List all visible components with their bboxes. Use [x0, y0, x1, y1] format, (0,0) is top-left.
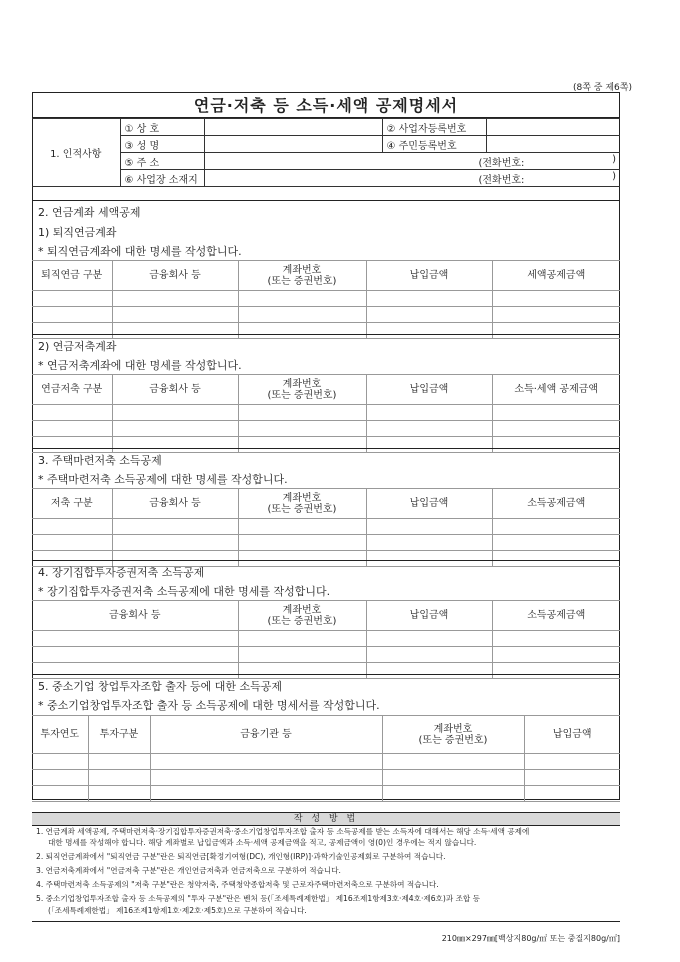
workplace-label: ⑥ 사업장 소재지 — [120, 170, 204, 187]
hdr-income-deduction: 소득공제금액 — [492, 601, 620, 631]
guide-item-1a: 1. 연금계좌 세액공제, 주택마련저축·장기집합투자증권저축·중소기업창업투자조합 출자 등 소득공제를 받는 소득자에 대해서는 해당 소득·세액 공제에 — [36, 827, 530, 836]
hdr-payment: 납입금액 — [366, 261, 492, 291]
hdr-payment: 납입금액 — [366, 601, 492, 631]
guide-item-5a: 5. 중소기업창업투자조합 출자 등 소득공제의 "투자 구분"란은 벤처 등(「조세특례제한법」 제16조제1항제3호·제4호·제6호)과 조합 등 — [36, 894, 481, 903]
divider-section4 — [32, 560, 620, 561]
retirement-pension-table — [32, 260, 620, 339]
company-label: ① 상 호 — [120, 119, 204, 136]
hdr-tax-credit: 세액공제금액 — [492, 261, 620, 291]
guide-item-3: 3. 연금저축계좌에서 "연금저축 구분"란은 개인연금저축과 연금저축으로 구분하여 적습니다. — [36, 866, 341, 875]
section2-sub1-note: * 퇴직연금계좌에 대한 명세를 작성합니다. — [38, 245, 242, 258]
hdr-payment: 납입금액 — [366, 489, 492, 519]
paper-spec-footer: 210㎜×297㎜[백상지80g/㎡ 또는 중질지80g/㎡] — [441, 934, 620, 943]
resident-no-field[interactable] — [486, 136, 620, 153]
table-row — [32, 754, 620, 770]
workplace-field[interactable] — [204, 170, 620, 187]
name-label: ③ 성 명 — [120, 136, 204, 153]
hdr-account-no: 계좌번호 (또는 증권번호) — [238, 375, 366, 405]
name-field[interactable] — [204, 136, 382, 153]
divider-section2 — [32, 200, 620, 201]
hdr-account-no: 계좌번호 (또는 증권번호) — [238, 261, 366, 291]
hdr-financial-company: 금융회사 등 — [112, 375, 238, 405]
biz-reg-no-field[interactable] — [486, 119, 620, 136]
table-row — [32, 663, 620, 679]
address-phone-open: (전화번호: — [478, 157, 525, 169]
hdr-financial-company: 금융회사 등 — [32, 601, 238, 631]
hdr-investment-year: 투자연도 — [32, 716, 88, 754]
section2-title: 2. 연금계좌 세액공제 — [38, 206, 141, 219]
biz-reg-no-label: ② 사업자등록번호 — [382, 119, 486, 136]
section4-title: 4. 장기집합투자증권저축 소득공제 — [38, 566, 205, 579]
long-term-fund-table — [32, 600, 620, 679]
section2-sub1-title: 1) 퇴직연금계좌 — [38, 226, 117, 239]
divider-section3 — [32, 448, 620, 449]
resident-no-label: ④ 주민등록번호 — [382, 136, 486, 153]
personal-info-table — [32, 118, 620, 187]
section5-note: * 중소기업창업투자조합 출자 등 소득공제에 대한 명세서를 작성합니다. — [38, 699, 380, 712]
section2-sub2-title: 2) 연금저축계좌 — [38, 340, 117, 353]
hdr-account-no: 계좌번호 (또는 증권번호) — [382, 716, 524, 754]
table-row — [32, 421, 620, 437]
hdr-financial-institution: 금융기관 등 — [150, 716, 382, 754]
hdr-payment: 납입금액 — [366, 375, 492, 405]
table-row — [32, 770, 620, 786]
hdr-deduction: 소득·세액 공제금액 — [492, 375, 620, 405]
guide-item-4: 4. 주택마련저축 소득공제의 "저축 구분"란은 청약저축, 주택청약종합저축 및 근로자주택마련저축으로 구분하여 적습니다. — [36, 880, 439, 889]
table-row — [32, 647, 620, 663]
address-field[interactable] — [204, 153, 620, 170]
venture-investment-table — [32, 715, 620, 802]
table-row — [32, 323, 620, 339]
hdr-pension-type: 연금저축 구분 — [32, 375, 112, 405]
table-row — [32, 631, 620, 647]
address-label: ⑤ 주 소 — [120, 153, 204, 170]
pension-savings-table — [32, 374, 620, 453]
section5-title: 5. 중소기업 창업투자조합 출자 등에 대한 소득공제 — [38, 680, 282, 693]
table-row — [32, 786, 620, 802]
table-row — [32, 535, 620, 551]
hdr-account-no: 계좌번호 (또는 증권번호) — [238, 601, 366, 631]
hdr-income-deduction: 소득공제금액 — [492, 489, 620, 519]
page-number-note: (8쪽 중 제6쪽) — [573, 83, 632, 93]
hdr-retirement-type: 퇴직연금 구분 — [32, 261, 112, 291]
guide-title: 작 성 방 법 — [32, 812, 620, 826]
section2-sub2-note: * 연금저축계좌에 대한 명세를 작성합니다. — [38, 359, 242, 372]
guide-bottom-line — [32, 921, 620, 922]
address-phone-close: ) — [612, 153, 616, 165]
hdr-investment-type: 투자구분 — [88, 716, 150, 754]
workplace-phone-close: ) — [612, 170, 616, 182]
divider-section5 — [32, 674, 620, 675]
hdr-payment: 납입금액 — [524, 716, 620, 754]
table-row — [32, 291, 620, 307]
section4-note: * 장기집합투자증권저축 소득공제에 대한 명세를 작성합니다. — [38, 585, 331, 598]
housing-savings-table — [32, 488, 620, 567]
guide-item-5b: (「조세특례제한법」 제16조제1항제1호·제2호·제5호)으로 구분하여 적습니다. — [48, 906, 307, 915]
form-title: 연금·저축 등 소득·세액 공제명세서 — [32, 92, 620, 118]
table-row — [32, 307, 620, 323]
table-row — [32, 405, 620, 421]
hdr-savings-type: 저축 구분 — [32, 489, 112, 519]
table-row — [32, 519, 620, 535]
guide-item-1b: 대한 명세를 작성해야 합니다. 해당 계좌별로 납입금액과 소득·세액 공제금액을 적고, 공제금액이 영(0)인 경우에는 적지 않습니다. — [48, 838, 477, 847]
guide-item-2: 2. 퇴직연금계좌에서 "퇴직연금 구분"란은 퇴직연금[확정기여형(DC), 개인형(IRP)]·과학기술인공제회로 구분하여 적습니다. — [36, 852, 446, 861]
table-row — [32, 437, 620, 453]
hdr-financial-company: 금융회사 등 — [112, 261, 238, 291]
workplace-phone-open: (전화번호: — [478, 174, 525, 186]
divider-sub2 — [32, 334, 620, 335]
company-field[interactable] — [204, 119, 382, 136]
hdr-financial-company: 금융회사 등 — [112, 489, 238, 519]
section1-label: 1. 인적사항 — [32, 119, 120, 187]
section3-note: * 주택마련저축 소득공제에 대한 명세를 작성합니다. — [38, 473, 288, 486]
section3-title: 3. 주택마련저축 소득공제 — [38, 454, 162, 467]
hdr-account-no: 계좌번호 (또는 증권번호) — [238, 489, 366, 519]
